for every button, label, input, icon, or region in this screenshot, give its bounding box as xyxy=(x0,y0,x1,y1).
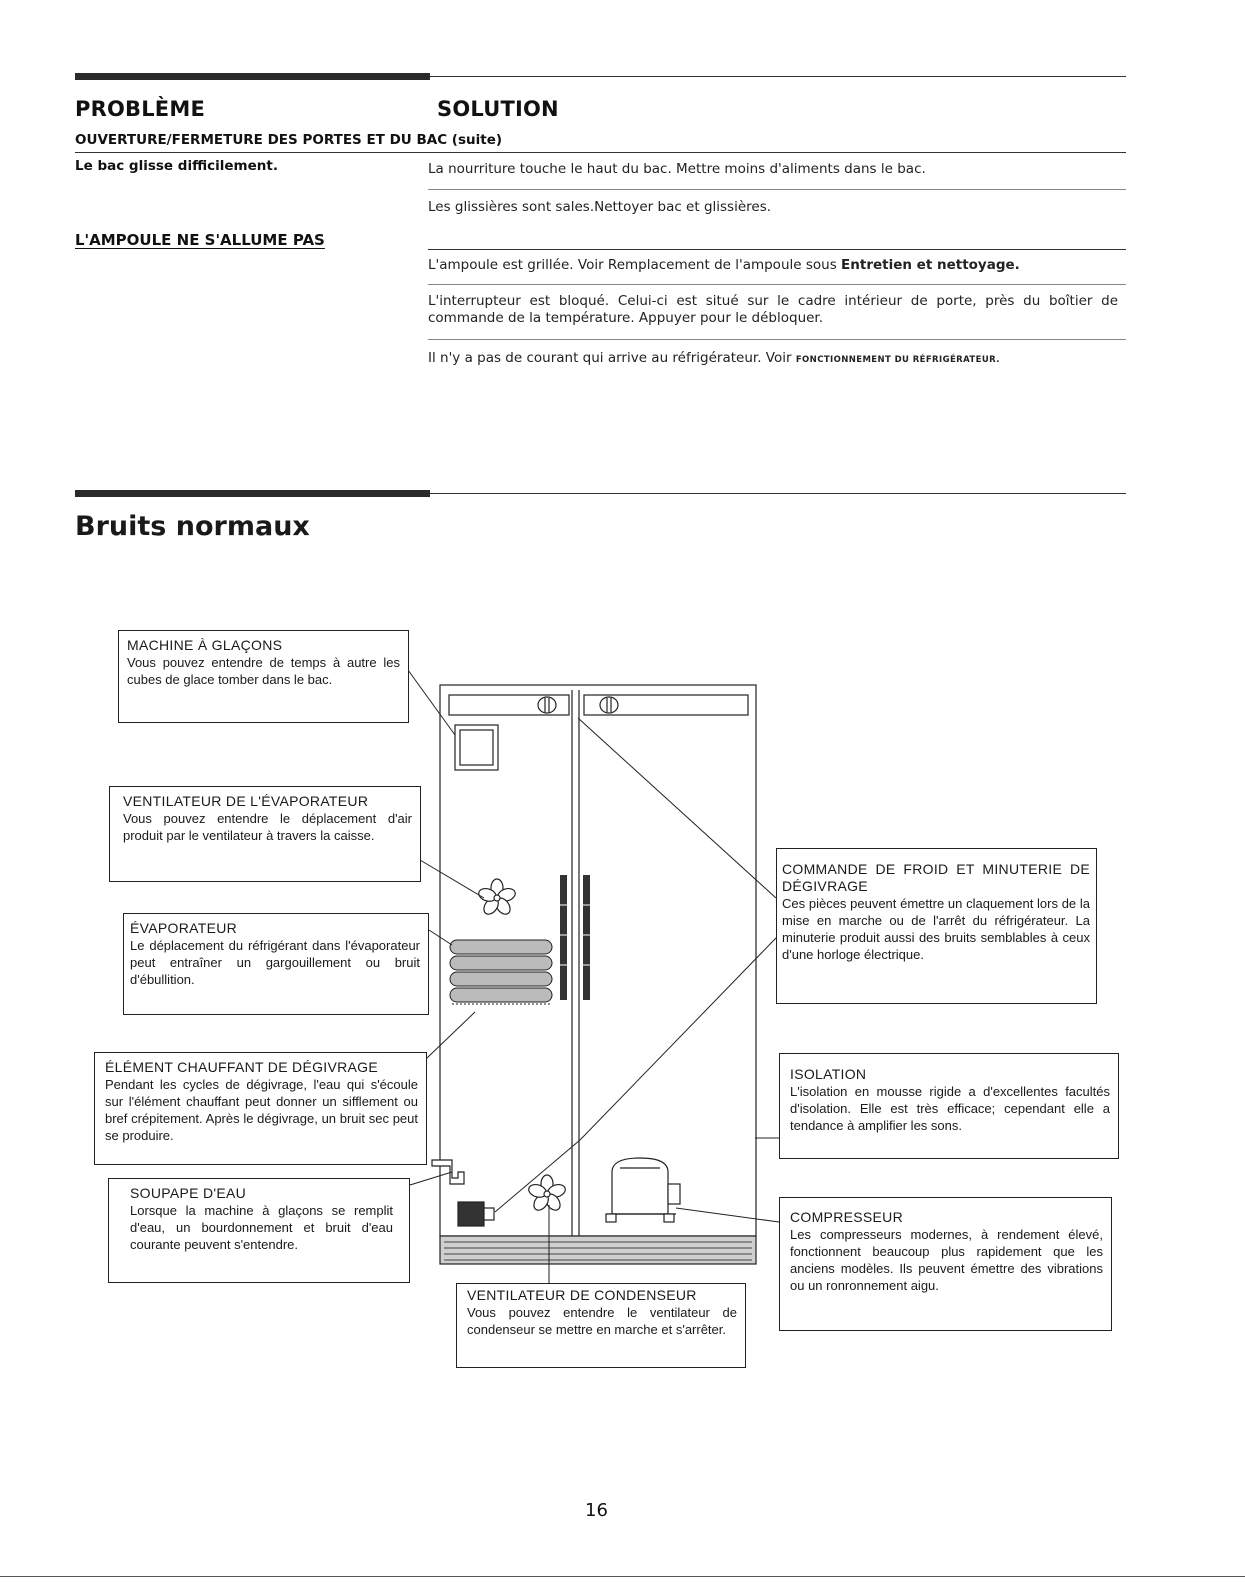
callout-title: COMPRESSEUR xyxy=(790,1209,903,1225)
solution-lamp-1-text: L'ampoule est grillée. Voir Remplacement de l'ampoule sous xyxy=(428,257,842,273)
callout-body: L'isolation en mousse rigide a d'excellentes facultés d'isolation. Elle est très efficace; cependant elle a tendance à amplifier les sons. xyxy=(790,1084,1110,1133)
page-number: 16 xyxy=(585,1500,608,1521)
defrost-bars xyxy=(560,875,590,1000)
column-header-solution: SOLUTION xyxy=(437,97,559,121)
callout-title: ISOLATION xyxy=(790,1066,867,1082)
leader-cold-control-2 xyxy=(580,938,776,1140)
solution-lamp-3-text: Il n'y a pas de courant qui arrive au réfrigérateur. Voir xyxy=(428,350,796,366)
callout-body: Pendant les cycles de dégivrage, l'eau qui s'écoule sur l'élément chauffant peut donner un sifflement ou bref crépitement. Après le dégivrage, un bruit sec peut se produire. xyxy=(105,1077,418,1143)
solution-lamp-1-bold: Entretien et nettoyage. xyxy=(841,257,1020,273)
ice-maker-icon xyxy=(455,725,498,770)
leader-compressor xyxy=(676,1208,779,1222)
callout-water-valve xyxy=(108,1178,410,1283)
solution-lamp-2: L'interrupteur est bloqué. Celui-ci est situé sur le cadre intérieur de porte, près du boîtier de commande de la température. Appuyer pour le débloquer. xyxy=(428,293,1118,326)
problem-bac: Le bac glisse difficilement. xyxy=(75,158,278,174)
leader-water-valve xyxy=(410,1172,452,1185)
water-valve-icon xyxy=(432,1160,494,1226)
section-heading-lamp: L'AMPOULE NE S'ALLUME PAS xyxy=(75,231,325,249)
callout-title: MACHINE À GLAÇONS xyxy=(127,637,283,653)
callout-evaporator-fan xyxy=(109,786,421,882)
callout-compressor xyxy=(779,1197,1112,1331)
callout-body: Vous pouvez entendre le déplacement d'air produit par le ventilateur à travers la caisse. xyxy=(123,811,412,843)
solution-bac-1: La nourriture touche le haut du bac. Mettre moins d'aliments dans le bac. xyxy=(428,161,926,177)
callout-body: Ces pièces peuvent émettre un claquement lors de la mise en marche ou de l'arrêt du réfrigérateur. La minuterie produit aussi des bruits semblables à ceux d'une horloge électrique. xyxy=(782,896,1090,962)
solution-bac-2: Les glissières sont sales.Nettoyer bac et glissières. xyxy=(428,199,772,215)
callout-title: ÉLÉMENT CHAUFFANT DE DÉGIVRAGE xyxy=(105,1059,378,1075)
callout-insulation xyxy=(779,1053,1119,1159)
solution-lamp-3-caps: FONCTIONNEMENT DU RÉFRIGÉRATEUR. xyxy=(795,355,1000,365)
callout-body: Le déplacement du réfrigérant dans l'évaporateur peut entraîner un gargouillement ou bruit d'ébullition. xyxy=(130,938,420,987)
leader-evap-fan xyxy=(420,860,484,898)
callout-body: Vous pouvez entendre de temps à autre les cubes de glace tomber dans le bac. xyxy=(127,655,400,687)
callout-body: Les compresseurs modernes, à rendement élevé, fonctionnent beaucoup plus rapidement que les anciens modèles. Ils peuvent émettre des vibrations ou un ronronnement aigu. xyxy=(790,1227,1103,1293)
callout-cold-control xyxy=(776,848,1097,1004)
leader-cold-control-1 xyxy=(578,718,776,898)
callout-ice-maker xyxy=(118,630,409,723)
section-title: Bruits normaux xyxy=(75,511,310,542)
callout-body: Lorsque la machine à glaçons se remplit d'eau, un bourdonnement et bruit d'eau courante peuvent s'entendre. xyxy=(130,1203,393,1252)
callout-defrost-heater xyxy=(94,1052,427,1165)
fresh-control-housing xyxy=(584,695,748,715)
control-knob-icon xyxy=(538,697,556,713)
callout-body: Vous pouvez entendre le ventilateur de condenseur se mettre en marche et s'arrêter. xyxy=(467,1305,737,1337)
leader-ice-maker xyxy=(408,670,455,735)
callout-title: VENTILATEUR DE L'ÉVAPORATEUR xyxy=(123,793,369,809)
evaporator-coils-icon xyxy=(450,940,552,1002)
bottom-edge-rule xyxy=(0,1576,1245,1577)
callout-title: VENTILATEUR DE CONDENSEUR xyxy=(467,1287,697,1303)
condenser-fan-icon xyxy=(527,1175,567,1213)
leader-defrost-heater xyxy=(427,1012,475,1058)
control-knob-icon xyxy=(600,697,618,713)
callout-title: COMMANDE DE FROID ET MINUTERIE DE DÉGIVRAGE xyxy=(782,861,1090,894)
compressor-icon xyxy=(606,1158,680,1222)
callout-condenser-fan xyxy=(456,1283,746,1368)
section-heading-doors: OUVERTURE/FERMETURE DES PORTES ET DU BAC (suite) xyxy=(75,132,503,148)
callout-title: SOUPAPE D'EAU xyxy=(130,1185,247,1201)
callout-title: ÉVAPORATEUR xyxy=(130,920,238,936)
callout-evaporator xyxy=(123,913,429,1015)
column-header-problem: PROBLÈME xyxy=(75,97,205,121)
